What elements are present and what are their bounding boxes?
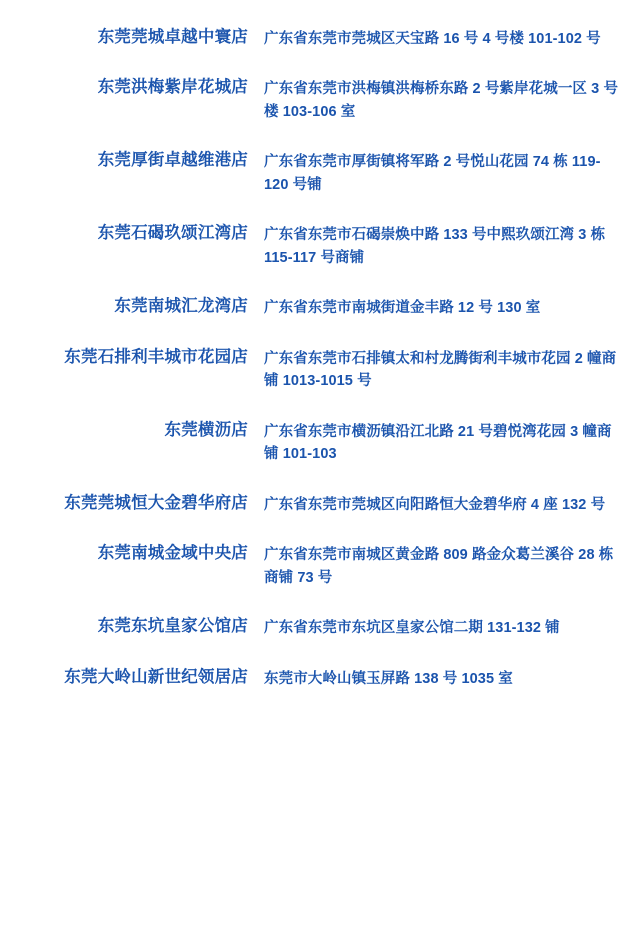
- store-address: 广东省东莞市东坑区皇家公馆二期 131-132 铺: [264, 620, 560, 637]
- list-item: [18, 419, 622, 466]
- store-address: 广东省东莞市莞城区向阳路恒大金碧华府 4 座 132 号: [264, 496, 606, 513]
- store-address: 广东省东莞市洪梅镇洪梅桥东路 2 号紫岸花城一区 3 号楼 103-106 室: [264, 81, 619, 120]
- list-item: [18, 615, 622, 639]
- list-item: [18, 492, 622, 516]
- list-item: [18, 346, 622, 393]
- store-address: 广东省东莞市石碣崇焕中路 133 号中熙玖颂江湾 3 栋 115-117 号商铺: [264, 227, 606, 266]
- store-name: 东莞厚街卓越维港店: [97, 151, 248, 170]
- store-address: 广东省东莞市横沥镇沿江北路 21 号碧悦湾花园 3 幢商铺 101-103: [264, 423, 612, 463]
- list-item: [18, 26, 622, 50]
- store-address: 广东省东莞市南城区黄金路 809 路金众葛兰溪谷 28 栋商铺 73 号: [264, 547, 614, 586]
- store-name: 东莞东坑皇家公馆店: [97, 617, 248, 636]
- store-name: 东莞石碣玖颂江湾店: [97, 224, 248, 243]
- list-item: [18, 295, 622, 319]
- store-name: 东莞南城金域中央店: [97, 544, 248, 563]
- store-address: 东莞市大岭山镇玉屏路 138 号 1035 室: [264, 670, 513, 687]
- list-item: [18, 149, 622, 196]
- store-address: 广东省东莞市莞城区天宝路 16 号 4 号楼 101-102 号: [264, 31, 601, 47]
- store-name: 东莞大岭山新世纪领居店: [64, 667, 248, 686]
- list-item: [18, 542, 622, 589]
- store-name: 东莞洪梅紫岸花城店: [97, 78, 248, 97]
- store-name: 东莞南城汇龙湾店: [114, 297, 248, 316]
- store-address: 广东省东莞市厚街镇将军路 2 号悦山花园 74 栋 119-120 号铺: [264, 154, 601, 193]
- store-name: 东莞石排利丰城市花园店: [64, 347, 248, 366]
- store-address: 广东省东莞市石排镇太和村龙腾街利丰城市花园 2 幢商铺 1013-1015 号: [264, 350, 617, 390]
- store-name: 东莞横沥店: [164, 420, 248, 439]
- list-item: [18, 222, 622, 269]
- list-item: [18, 666, 622, 690]
- store-name: 东莞莞城恒大金碧华府店: [64, 493, 248, 512]
- store-name: 东莞莞城卓越中寰店: [97, 28, 248, 46]
- store-address: 广东省东莞市南城街道金丰路 12 号 130 室: [264, 300, 541, 317]
- list-item: [18, 76, 622, 123]
